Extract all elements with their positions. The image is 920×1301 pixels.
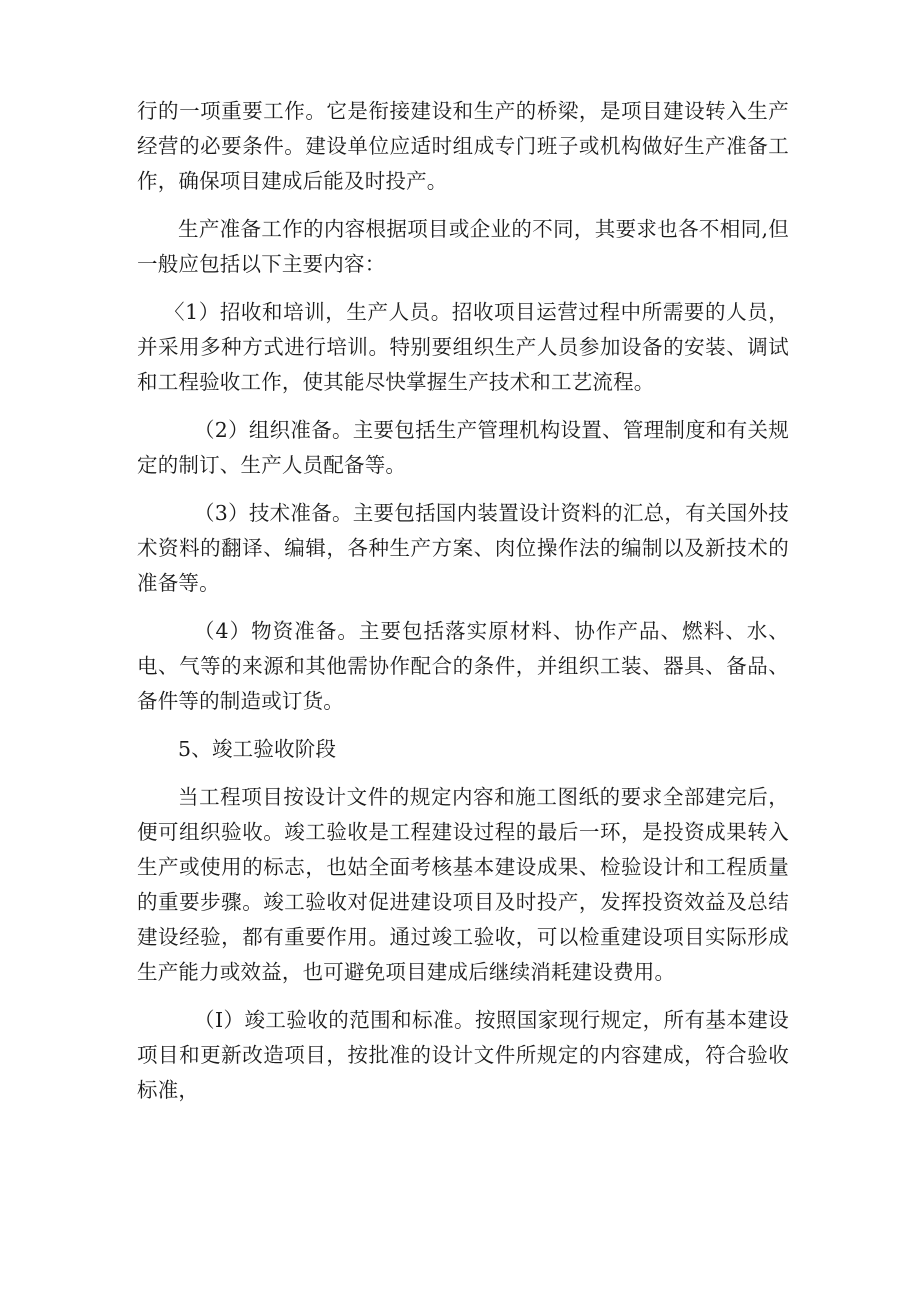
paragraph-item-1-recruitment: 〈1）招收和培训，生产人员。招收项目运营过程中所需要的人员，并采用多种方式进行培训。特别要组织生产人员参加设备的安装、调试和工程验收工作，使其能尽快掌握生产技术和工艺流程。 <box>137 300 789 394</box>
paragraph-continuation: 行的一项重要工作。它是衔接建设和生产的桥梁，是项目建设转入生产经营的必要条件。建设单位应适时组成专门班子或机构做好生产准备工作，确保项目建成后能及时投产。 <box>137 99 789 193</box>
paragraph-completion-acceptance: 当工程项目按设计文件的规定内容和施工图纸的要求全部建完后，便可组织验收。竣工验收是工程建设过程的最后一环，是投资成果转入生产或使用的标志，也姑全面考核基本建设成果、检验设计和工程质量的重要步骤。竣工验收对促进建设项目及时投产，发挥投资效益及总结建设经验，都有重要作用。通过竣工验收，可以检重建设项目实际形成生产能力或效益，也可避免项目建成后继续消耗建设费用。 <box>137 785 789 984</box>
paragraph-item-i-scope-standards: （I）竣工验收的范围和标准。按照国家现行规定，所有基本建设项目和更新改造项目，按批准的设计文件所规定的内容建成，符合验收标准， <box>137 1008 789 1102</box>
paragraph-production-prep-intro: 生产准备工作的内容根据项目或企业的不同，其要求也各不相同,但一般应包括以下主要内容： <box>137 217 789 276</box>
document-body <box>137 94 789 1121</box>
paragraph-item-3-technical: （3）技术准备。主要包括国内装置设计资料的汇总，有关国外技术资料的翻译、编辑，各种生产方案、肉位操作法的编制以及新技术的准备等。 <box>137 501 789 595</box>
section-heading-completion-acceptance: 5、竣工验收阶段 <box>178 737 337 761</box>
paragraph-item-2-organization: （2）组织准备。主要包括生产管理机构设置、管理制度和有关规定的制订、生产人员配备等。 <box>137 418 789 477</box>
paragraph-item-4-materials: （4）物资准备。主要包括落实原材料、协作产品、燃料、水、电、气等的来源和其他需协作配合的条件，并组织工装、器具、备品、备件等的制造或订货。 <box>137 619 789 713</box>
